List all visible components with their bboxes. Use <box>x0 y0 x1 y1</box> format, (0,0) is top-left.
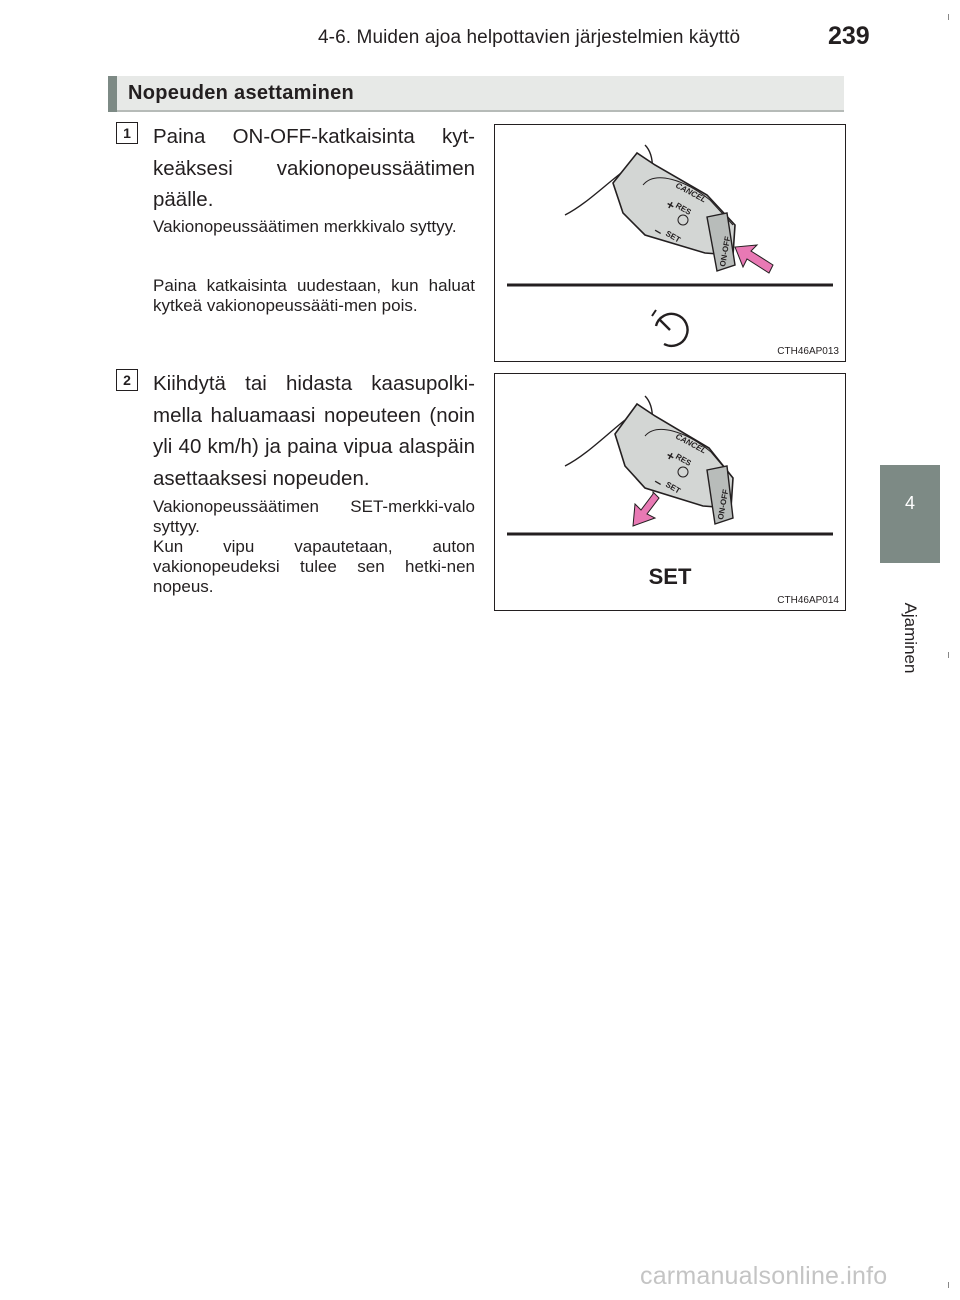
on-off-label: ON-OFF <box>716 488 731 521</box>
chapter-label: Ajaminen <box>901 602 920 674</box>
step-2-instruction: Kiihdytä tai hidasta kaasupolki-mella haluamaasi nopeuteen (noin yli 40 km/h) ja paina vipua alaspäin asettaaksesi nopeuden. <box>153 372 475 490</box>
step-2-note-2: Kun vipu vapautetaan, auton vakionopeudeksi tulee sen hetki-nen nopeus. <box>153 537 475 596</box>
section-title: Nopeuden asettaminen <box>128 82 355 104</box>
set-indicator: SET <box>648 564 692 589</box>
plus-label: + <box>663 196 678 214</box>
res-label: RES <box>674 451 693 468</box>
step-1-badge: 1 <box>116 122 138 144</box>
figure-code: CTH46AP013 <box>777 346 839 357</box>
chapter-tab <box>880 465 940 563</box>
chapter-label-wrapper <box>898 580 922 700</box>
figure-cruise-set <box>494 373 846 611</box>
crop-mark <box>948 1282 949 1288</box>
section-accent <box>108 76 117 112</box>
plus-label: + <box>663 447 678 465</box>
cruise-indicator-icon <box>652 310 688 346</box>
minus-label: – <box>651 222 666 240</box>
section-heading <box>108 76 844 112</box>
crop-mark <box>948 14 949 20</box>
step-1-instruction: Paina ON-OFF-katkaisinta kyt-keäksesi vakionopeussäätimen päälle. <box>153 125 475 211</box>
down-arrow-icon <box>633 492 659 526</box>
watermark: carmanualsonline.info <box>640 1262 888 1290</box>
figure-cruise-on-off <box>494 124 846 362</box>
page-number: 239 <box>828 22 870 50</box>
set-label: SET <box>664 479 682 496</box>
set-label: SET <box>664 228 682 245</box>
step-1-note-2: Paina katkaisinta uudestaan, kun haluat kytkeä vakionopeussääti-men pois. <box>153 276 475 315</box>
chapter-number: 4 <box>904 493 915 513</box>
figure-code: CTH46AP014 <box>777 595 839 606</box>
cancel-label: CANCEL <box>674 431 708 456</box>
crop-mark <box>948 652 949 658</box>
step-2-note-1: Vakionopeussäätimen SET-merkki-valo syttyy. <box>153 497 475 536</box>
lever-illustration-1 <box>495 125 845 361</box>
step-2-badge: 2 <box>116 369 138 391</box>
res-label: RES <box>674 200 693 217</box>
cancel-label: CANCEL <box>674 180 708 205</box>
push-arrow-icon <box>735 245 773 273</box>
minus-label: – <box>651 473 666 491</box>
step-1-note-1: Vakionopeussäätimen merkkivalo syttyy. <box>153 217 457 236</box>
on-off-label: ON-OFF <box>718 235 733 268</box>
lever-illustration-2 <box>495 374 845 610</box>
running-header: 4-6. Muiden ajoa helpottavien järjestelmien käyttö <box>318 27 741 48</box>
